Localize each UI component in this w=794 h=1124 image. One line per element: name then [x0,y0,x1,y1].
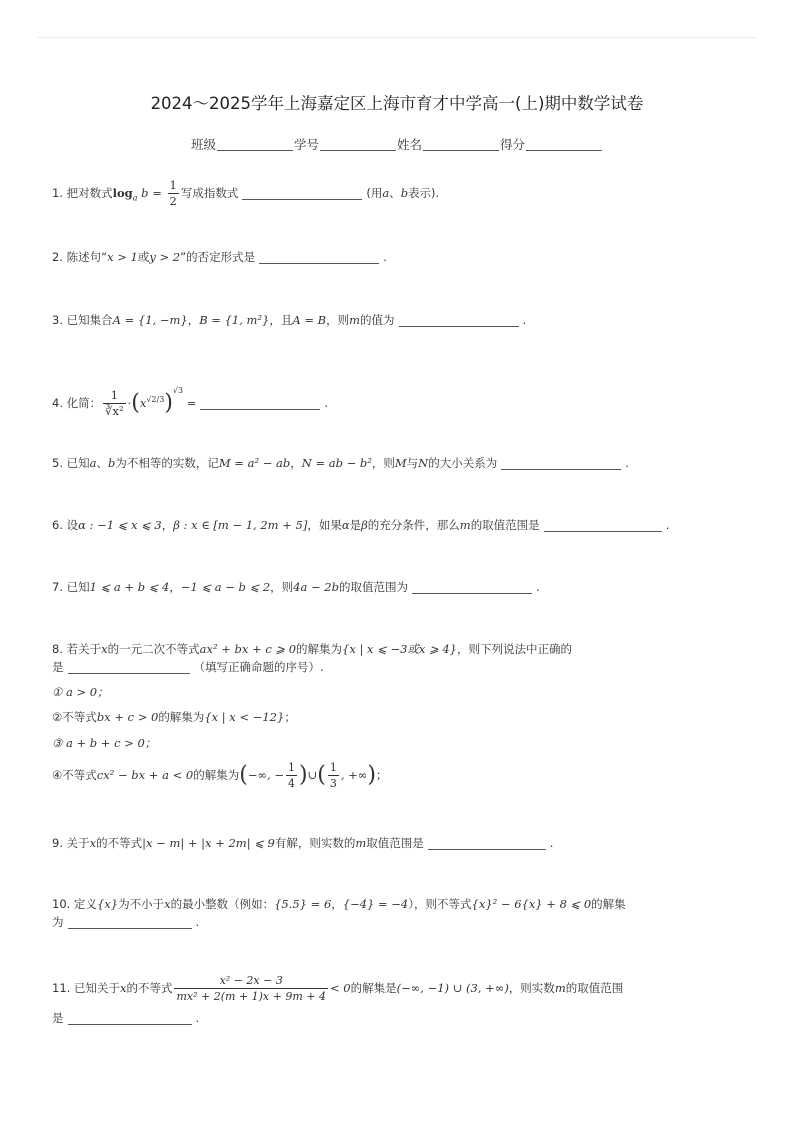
q8-option-2: ②不等式bx + c > 0的解集为{x | x < −12}； [52,710,296,724]
id-blank[interactable] [320,150,396,151]
question-5: 5. 已知a、b为不相等的实数，记M = a² − ab，N = ab − b²，则M与N的大小关系为 . [52,456,629,470]
answer-blank-10[interactable] [68,927,192,929]
question-6: 6. 设α : −1 ⩽ x ⩽ 3，β : x ∈ [m − 1, 2m + 5]，如果α是β的充分条件，那么m的取值范围是 . [52,518,670,532]
name-label: 姓名 [397,137,423,152]
question-9: 9. 关于x的不等式|x − m| + |x + 2m| ⩽ 9有解，则实数的m取值范围是 . [52,836,554,850]
question-1: 1. 把对数式$\log_a b$ = $\frac{1}{2}$ 写成指数式 (用a、b表示). [52,178,440,208]
question-4: 4. 化简： $\frac{1}{\text{∛x²}}$ $\cdot(x^{√2/3})^{√3}$ = . [52,386,329,418]
name-blank[interactable] [423,150,499,151]
question-7: 7. 已知1 ⩽ a + b ⩽ 4，−1 ⩽ a − b ⩽ 2，则4a − 2b的取值范围为 . [52,580,540,594]
answer-blank-6[interactable] [544,530,662,532]
answer-blank-9[interactable] [428,848,546,850]
question-10: 10. 定义{x}为不小于x的最小整数（例如：{5.5} = 6，{−4} = −4），则不等式{x}² − 6{x} + 8 ⩽ 0的解集 [52,897,626,911]
q8-option-1: ① a > 0； [52,685,109,699]
q11-fraction: $\frac{\text{x² − 2x − 3}}{\text{mx² + 2(m + 1)x + 9m + 4}}$ [176,974,326,1003]
answer-blank-4[interactable] [200,408,320,410]
class-label: 班级 [190,137,216,152]
answer-blank-5[interactable] [501,468,621,470]
class-blank[interactable] [217,150,293,151]
q4-fraction: $\frac{1}{\text{∛x²}}$ [105,388,124,418]
score-blank[interactable] [526,150,602,151]
answer-blank-11[interactable] [68,1023,192,1025]
answer-blank-2[interactable] [259,262,379,264]
id-label: 学号 [293,137,319,152]
question-10-line-2: 为 . [52,915,200,929]
score-label: 得分 [500,137,526,152]
question-11: 11. 已知关于x的不等式 $\frac{\text{x² − 2x − 3}}{\text{mx² + 2(m + 1)x + 9m + 4}}$ < 0的解集是(−∞, −1) ∪ (3, +∞)，则实数m的取值范围 [52,974,624,1003]
header-rule [37,37,757,38]
question-11-line-2: 是 . [52,1011,200,1025]
q8-option-3: ③ a + b + c > 0； [52,736,157,750]
question-8: 8. 若关于x的一元二次不等式ax² + bx + c ⩾ 0的解集为{x | x ⩽ −3或x ⩾ 4}，则下列说法中正确的 [52,642,572,656]
answer-blank-1[interactable] [242,198,362,200]
q1-fraction: $\frac{1}{2}$ [169,178,177,208]
q8-option-4: ④不等式cx² − bx + a < 0的解集为(−∞, − $\frac{1}{4}$ )∪( $\frac{1}{3}$ , +∞)； [52,761,388,790]
student-info-line [0,135,794,153]
answer-blank-7[interactable] [412,592,532,594]
question-2: 2. 陈述句“x > 1或y > 2”的否定形式是 . [52,250,387,264]
page-title: 2024～2025学年上海嘉定区上海市育才中学高一(上)期中数学试卷 [150,94,644,113]
answer-blank-3[interactable] [399,325,519,327]
question-3: 3. 已知集合A = {1, −m}，B = {1, m²}，且A = B，则m的值为 . [52,313,527,327]
question-8-line-2: 是 （填写正确命题的序号）. [52,660,324,674]
answer-blank-8[interactable] [68,672,190,674]
